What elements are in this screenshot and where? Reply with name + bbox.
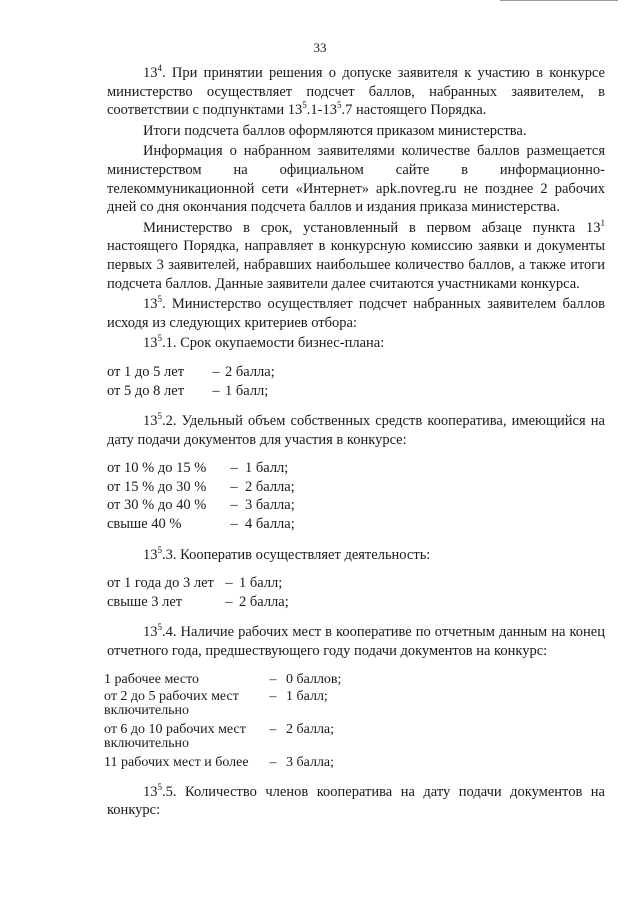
score-row: свыше 3 лет – 2 балла;	[107, 593, 289, 610]
score-row: от 15 % до 30 % – 2 балла;	[107, 478, 295, 495]
score-row: от 10 % до 15 % – 1 балл;	[107, 460, 289, 477]
paragraph-13-4: $13^4$. При принятии решения о допуске заявителя к участию в конкурсе министерство осуществляет подсчет баллов, набранных заявителем, в соответствии с подпунктами $13^5.1-13^5.7$ настоящего Порядка.	[107, 63, 605, 119]
criterion-13-5-2-scores	[107, 459, 605, 533]
score-row: от 30 % до 40 % – 3 балла;	[107, 497, 295, 514]
criterion-13-5-4-scores	[104, 671, 605, 771]
paragraph-13-5: $13^5$. Министерство осуществляет подсчет набранных заявителем баллов исходя из следующих критериев отбора:	[107, 294, 605, 331]
paragraph-info: Информация о набранном заявителями количестве баллов размещается министерством на официальном сайте в информационно-телекоммуникационной сети «Интернет» apk.novreg.ru не позднее 2 рабочих дней со дня окончания подсчета баллов и издания приказа министерства.	[107, 143, 605, 216]
score-row-continuation: включительно	[104, 702, 190, 718]
score-row: от 6 до 10 рабочих мест – 2 балла;	[104, 721, 335, 737]
criterion-13-5-1-scores	[107, 363, 605, 400]
scan-edge-line	[500, 0, 618, 1]
score-row: от 1 до 5 лет – 2 балла;	[107, 363, 275, 380]
document-body	[104, 63, 605, 822]
paragraph-ministry: Министерство в срок, установленный в первом абзаце пункта $13^1$ настоящего Порядка, направляет в конкурсную комиссию заявки и документы первых 3 заявителей, набравших наибольшее количество баллов, а также итоги подсчета баллов. Данные заявители далее считаются участниками конкурса.	[107, 217, 605, 292]
criterion-13-5-1: $13^5.1$. Срок окупаемости бизнес-плана:	[143, 333, 385, 352]
score-row: 11 рабочих мест и более – 3 балла;	[104, 754, 335, 770]
criterion-13-5-3-scores	[107, 574, 605, 611]
paragraph-results: Итоги подсчета баллов оформляются приказом министерства.	[143, 122, 527, 139]
score-row: от 2 до 5 рабочих мест – 1 балл;	[104, 688, 328, 704]
score-row: свыше 40 % – 4 балла;	[107, 516, 295, 533]
criterion-13-5-4: $13^5.4$. Наличие рабочих мест в кооперативе по отчетным данным на конец отчетного года, предшествующего году подачи документов на конкурс:	[107, 622, 605, 660]
page-number: 33	[313, 40, 327, 55]
criterion-13-5-2: $13^5.2$. Удельный объем собственных средств кооператива, имеющийся на дату подачи документов для участия в конкурсе:	[107, 411, 605, 448]
criterion-13-5-5: $13^5.5$. Количество членов кооператива на дату подачи документов на конкурс:	[107, 781, 605, 819]
criterion-13-5-3: $13^5.3$. Кооператив осуществляет деятельность:	[143, 544, 431, 563]
score-row: от 5 до 8 лет – 1 балл;	[107, 382, 269, 399]
score-row-continuation: включительно	[104, 735, 190, 751]
score-row: 1 рабочее место – 0 баллов;	[104, 671, 342, 687]
score-row: от 1 года до 3 лет – 1 балл;	[107, 575, 283, 592]
